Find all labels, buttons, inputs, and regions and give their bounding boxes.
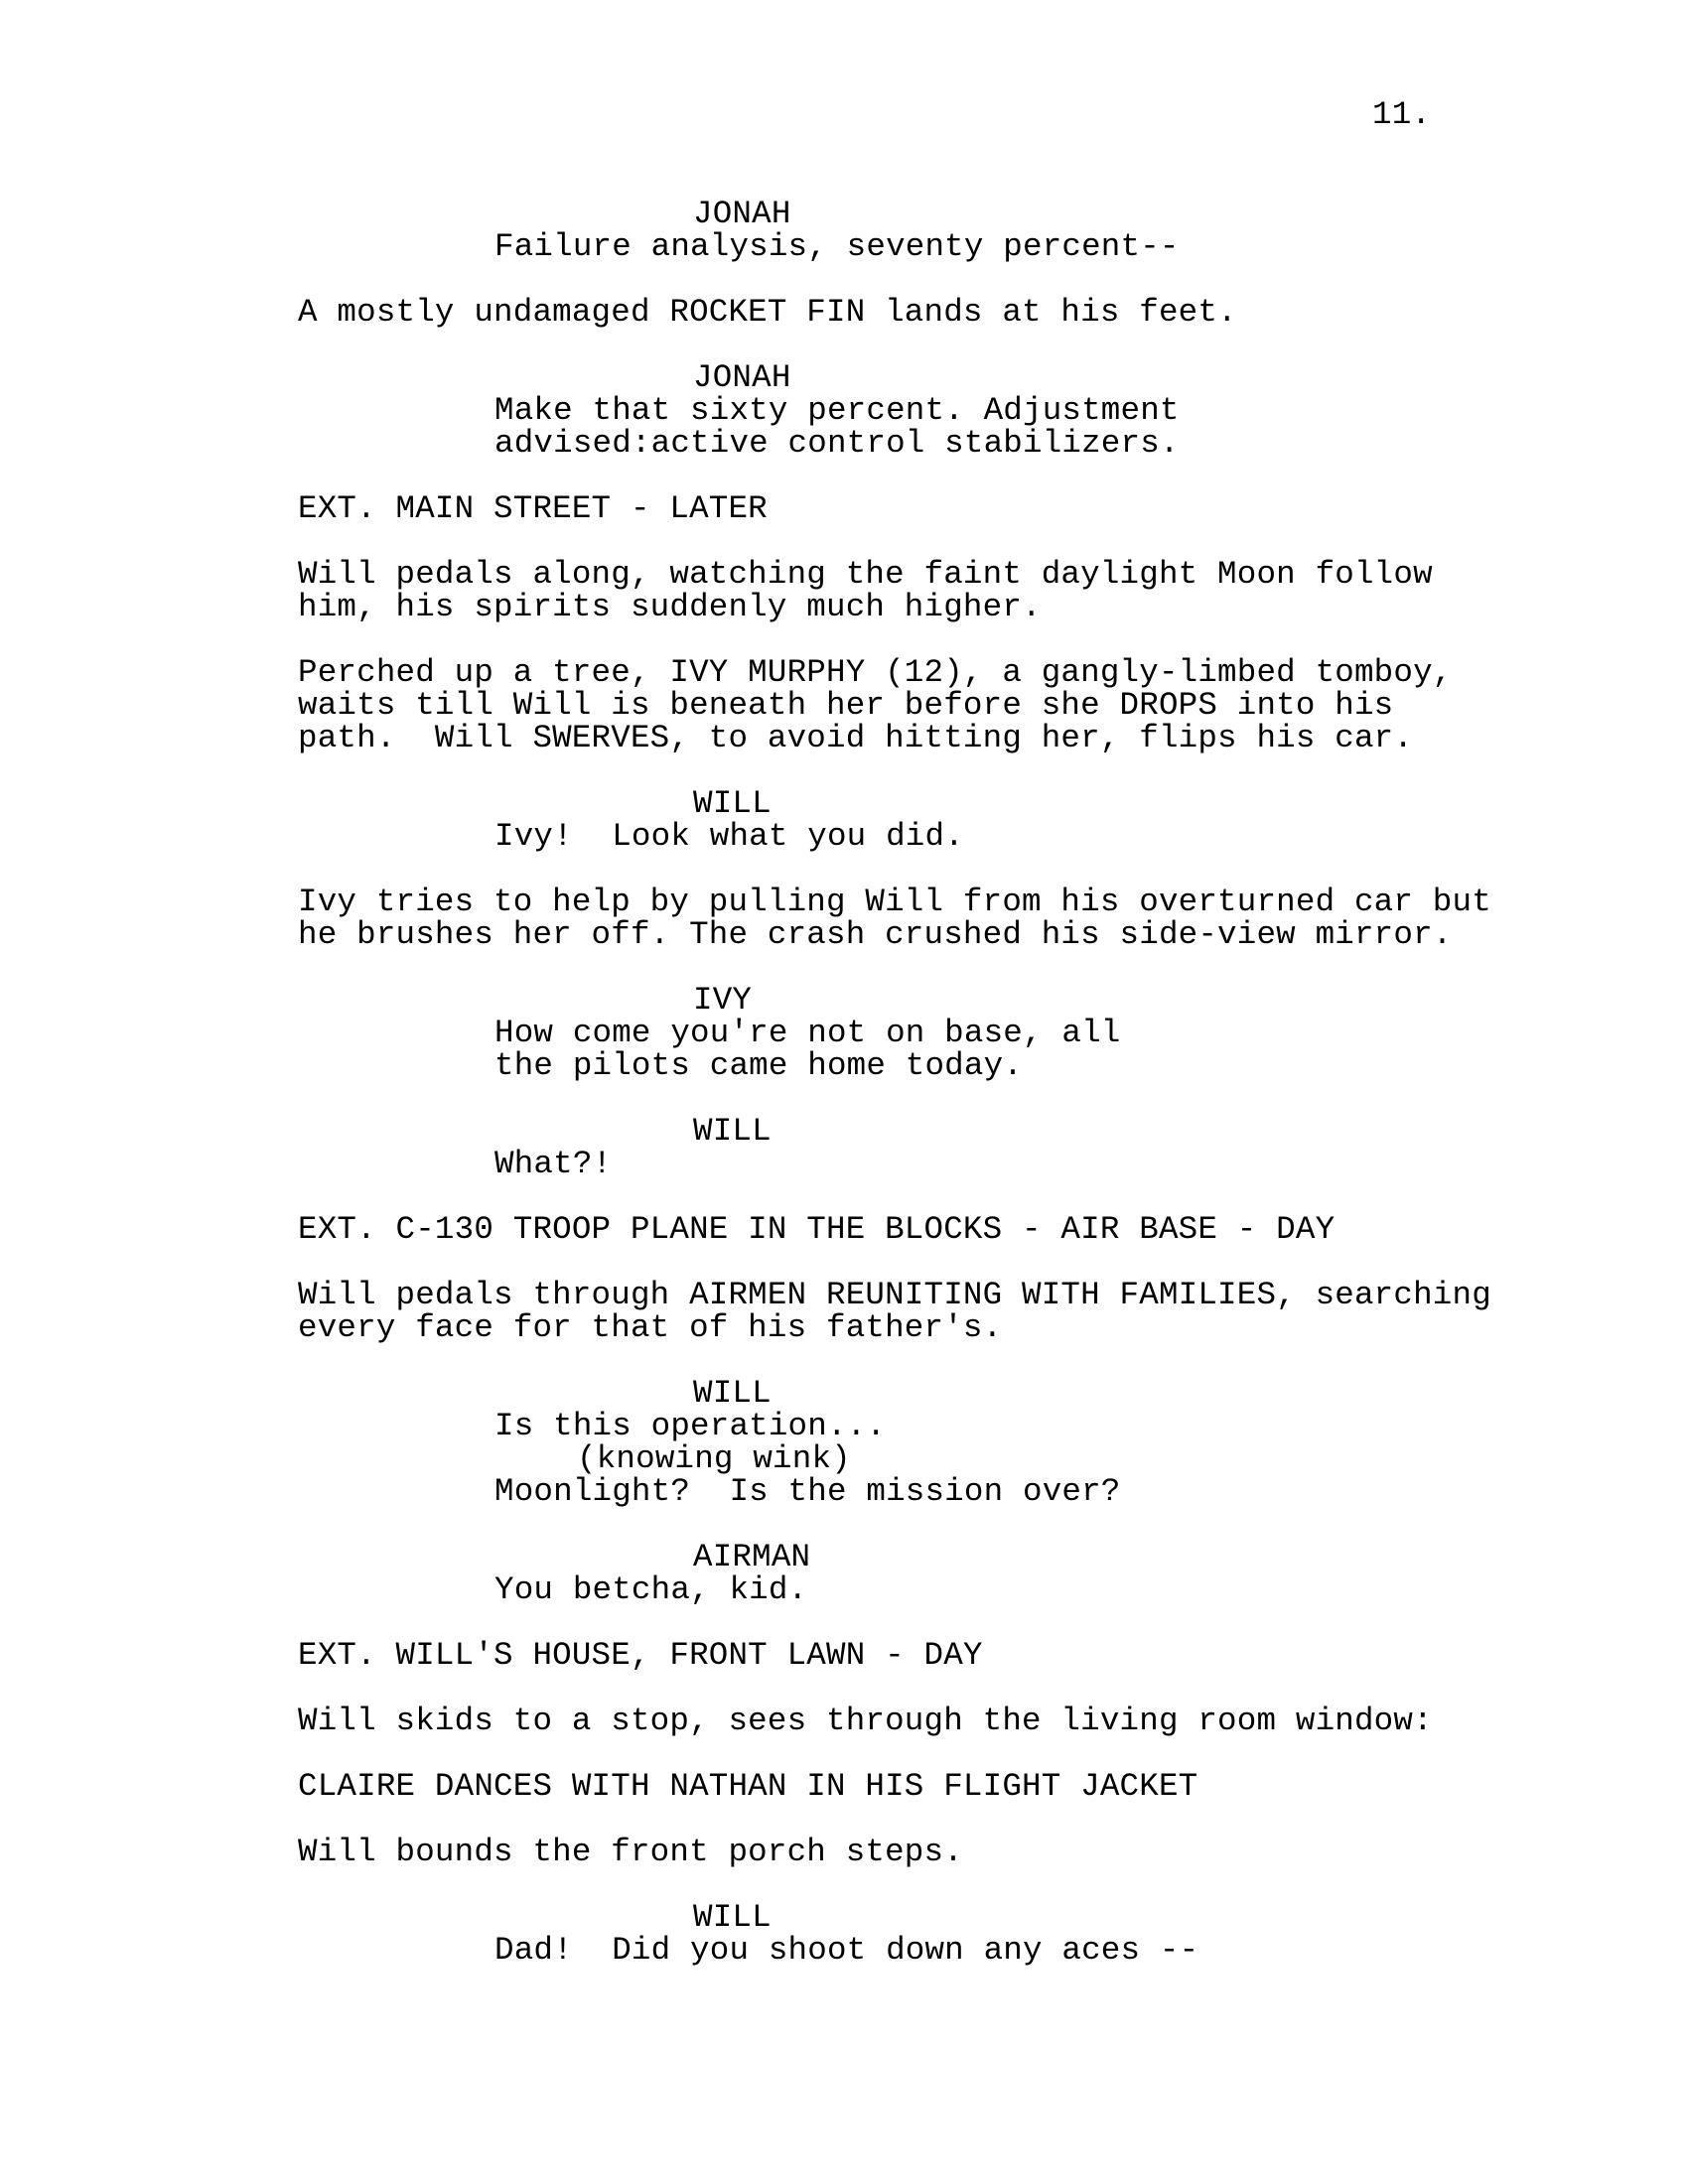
block-spacer <box>0 1606 1688 1639</box>
parenthetical: (knowing wink) <box>577 1440 851 1477</box>
action-line: Will skids to a stop, sees through the living room window: <box>298 1703 1433 1739</box>
character-cue: AIRMAN <box>693 1539 811 1575</box>
block-spacer <box>0 951 1688 984</box>
action-line: A mostly undamaged ROCKET FIN lands at his feet. <box>298 294 1237 331</box>
character-cue: JONAH <box>693 359 791 396</box>
dialogue-block: Make that sixty percent. Adjustment advised:active control stabilizers. <box>494 392 1180 462</box>
block-spacer <box>0 1082 1688 1115</box>
block-spacer <box>0 1868 1688 1901</box>
action-line: Will bounds the front porch steps. <box>298 1834 963 1870</box>
dialogue-block: How come you're not on base, all the pilots came home today. <box>494 1015 1121 1084</box>
block-spacer <box>0 1508 1688 1541</box>
script-body <box>0 198 1688 1967</box>
scene-heading: EXT. MAIN STREET - LATER <box>298 490 768 527</box>
character-cue: WILL <box>693 1375 772 1412</box>
action-line: Ivy tries to help by pulling Will from his overturned car but he brushes her off. The crash crushed his side-view mirror. <box>298 884 1491 953</box>
block-spacer <box>0 525 1688 558</box>
character-cue: WILL <box>693 1899 772 1936</box>
dialogue-block: Failure analysis, seventy percent-- <box>494 228 1180 265</box>
scene-heading: EXT. WILL'S HOUSE, FRONT LAWN - DAY <box>298 1637 983 1674</box>
character-cue: WILL <box>693 785 772 822</box>
block-spacer <box>0 623 1688 656</box>
block-spacer <box>0 853 1688 886</box>
action-line: Will pedals through AIRMEN REUNITING WITH FAMILIES, searching every face for that of his father's. <box>298 1277 1491 1346</box>
block-spacer <box>0 1180 1688 1213</box>
character-cue: IVY <box>693 982 753 1019</box>
action-line: Perched up a tree, IVY MURPHY (12), a gangly-limbed tomboy, waits till Will is beneath her before she DROPS into his path. Will SWERVES, to avoid hitting her, flips his car. <box>298 654 1453 756</box>
character-cue: JONAH <box>693 196 791 232</box>
block-spacer <box>0 754 1688 787</box>
page-number: 11. <box>1372 96 1432 133</box>
block-spacer <box>0 1737 1688 1770</box>
scene-heading: EXT. C-130 TROOP PLANE IN THE BLOCKS - AIR BASE - DAY <box>298 1211 1336 1248</box>
dialogue-block: What?! <box>494 1146 613 1182</box>
dialogue-block: Is this operation... <box>494 1408 887 1444</box>
block-spacer <box>0 263 1688 296</box>
block-spacer <box>0 1246 1688 1279</box>
dialogue-block: Ivy! Look what you did. <box>494 818 964 855</box>
dialogue-block: You betcha, kid. <box>494 1571 808 1608</box>
dialogue-block: Dad! Did you shoot down any aces -- <box>494 1932 1199 1969</box>
dialogue-block: Moonlight? Is the mission over? <box>494 1473 1121 1510</box>
action-line: Will pedals along, watching the faint daylight Moon follow him, his spirits suddenly much higher. <box>298 556 1433 625</box>
block-spacer <box>0 460 1688 492</box>
action-line: CLAIRE DANCES WITH NATHAN IN HIS FLIGHT JACKET <box>298 1768 1198 1805</box>
block-spacer <box>0 329 1688 361</box>
block-spacer <box>0 1803 1688 1836</box>
block-spacer <box>0 1672 1688 1705</box>
character-cue: WILL <box>693 1113 772 1150</box>
block-spacer <box>0 1344 1688 1377</box>
